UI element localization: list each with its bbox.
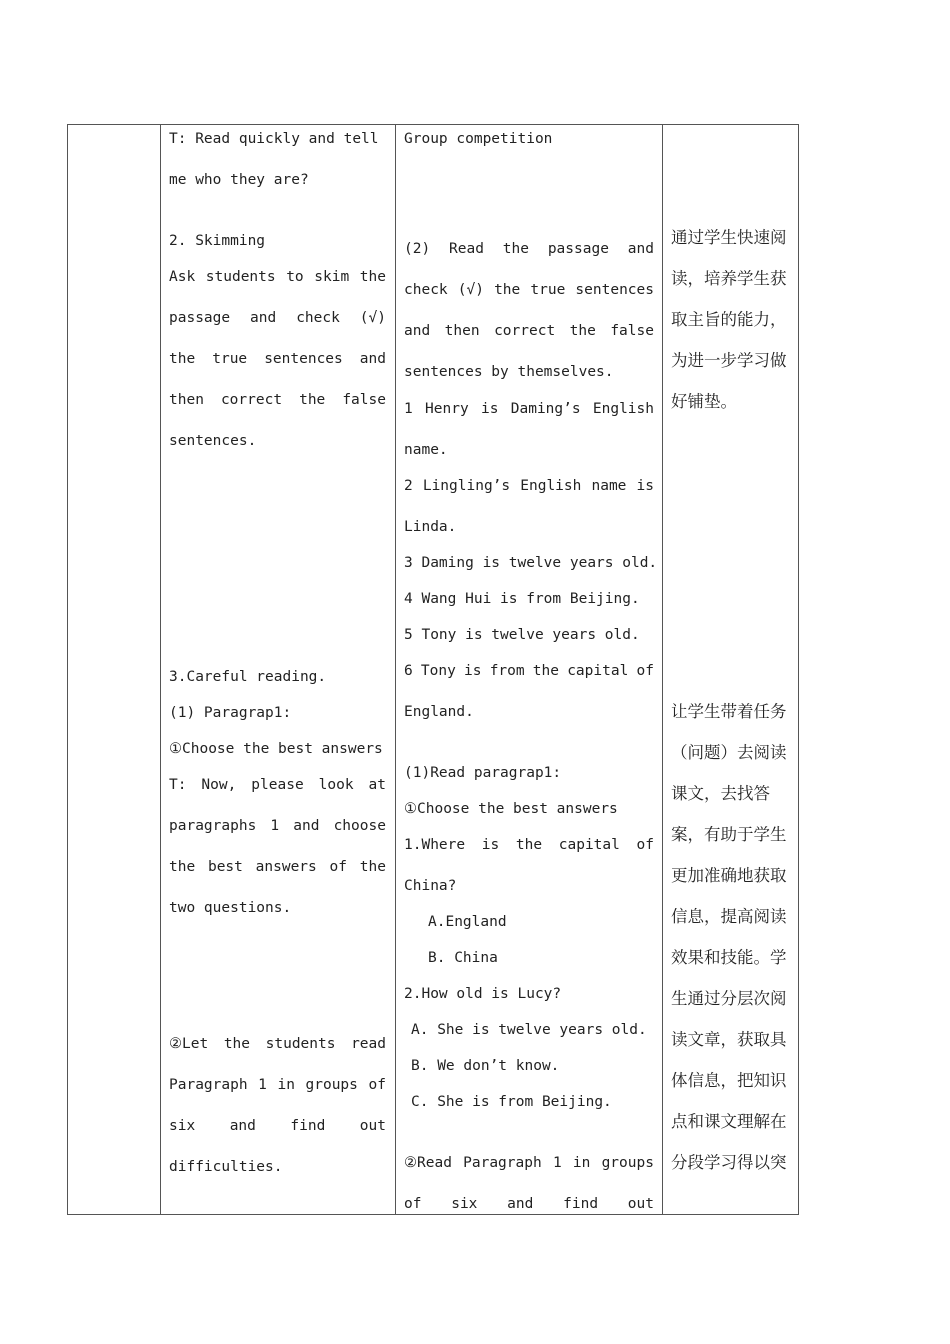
skimming-line: passage and check (√) <box>169 310 386 326</box>
option-line: B. China <box>428 950 498 966</box>
choose-line: the best answers of the <box>169 859 386 875</box>
group-line: difficulties. <box>169 1159 283 1175</box>
group-competition: Group competition <box>404 131 553 147</box>
sentence-line: Linda. <box>404 519 457 535</box>
sentence-line: 1 Henry is Daming’s English <box>404 401 654 417</box>
group-line: Paragraph 1 in groups of <box>169 1077 386 1093</box>
purpose-line: 好铺垫。 <box>671 392 737 411</box>
purpose-line: 案，有助于学生 <box>671 825 787 844</box>
sentence-line: name. <box>404 442 448 458</box>
purpose-line: （问题）去阅读 <box>671 743 787 762</box>
lesson-plan-table <box>67 124 799 1215</box>
skimming-line: the true sentences and <box>169 351 386 367</box>
purpose-line: 生通过分层次阅 <box>671 989 787 1008</box>
sentence-line: 3 Daming is twelve years old. <box>404 555 658 571</box>
purpose-line: 让学生带着任务 <box>671 702 787 721</box>
group-line: of six and find out <box>404 1196 654 1212</box>
skimming-line: then correct the false <box>169 392 386 408</box>
group-line: ②Let the students read <box>169 1036 386 1052</box>
teacher-activity-column <box>161 125 395 1214</box>
option-line: A. She is twelve years old. <box>411 1022 647 1038</box>
question-line: 1.Where is the capital of <box>404 837 654 853</box>
purpose-line: 更加准确地获取 <box>671 866 787 885</box>
purpose-line: 体信息，把知识 <box>671 1071 787 1090</box>
choose-line: two questions. <box>169 900 292 916</box>
purpose-line: 读文章，获取具 <box>671 1030 787 1049</box>
sentence-line: England. <box>404 704 474 720</box>
option-line: C. She is from Beijing. <box>411 1094 612 1110</box>
task-line: (2) Read the passage and <box>404 241 654 257</box>
purpose-line: 读，培养学生获 <box>671 269 787 288</box>
group-line: six and find out <box>169 1118 386 1134</box>
question-line: 2.How old is Lucy? <box>404 986 562 1002</box>
purpose-line: 分段学习得以突 <box>671 1153 787 1172</box>
read-paragraph-heading: (1)Read paragrap1: <box>404 765 562 781</box>
skimming-line: Ask students to skim the <box>169 269 386 285</box>
intro-line: T: Read quickly and tell <box>169 131 379 147</box>
question-line: China? <box>404 878 457 894</box>
purpose-line: 点和课文理解在 <box>671 1112 787 1131</box>
purpose-column <box>663 125 798 1214</box>
skimming-heading: 2. Skimming <box>169 233 266 249</box>
option-line: B. We don’t know. <box>411 1058 560 1074</box>
paragraph-heading: (1) Paragrap1: <box>169 705 292 721</box>
stage-column <box>68 125 160 1214</box>
task-line: sentences by themselves. <box>404 364 614 380</box>
group-line: ②Read Paragraph 1 in groups <box>404 1155 654 1171</box>
option-line: A.England <box>428 914 507 930</box>
choose-heading: ①Choose the best answers <box>169 741 383 757</box>
sentence-line: 4 Wang Hui is from Beijing. <box>404 591 640 607</box>
purpose-line: 取主旨的能力， <box>671 310 787 329</box>
sentence-line: 6 Tony is from the capital of <box>404 663 654 679</box>
purpose-line: 为进一步学习做 <box>671 351 787 370</box>
task-line: and then correct the false <box>404 323 654 339</box>
choose-line: paragraphs 1 and choose <box>169 818 386 834</box>
sentence-line: 2 Lingling’s English name is <box>404 478 654 494</box>
purpose-line: 信息，提高阅读 <box>671 907 787 926</box>
purpose-line: 通过学生快速阅 <box>671 228 787 247</box>
purpose-line: 效果和技能。学 <box>671 948 787 967</box>
choose-line: T: Now, please look at <box>169 777 386 793</box>
careful-reading-heading: 3.Careful reading. <box>169 669 327 685</box>
skimming-line: sentences. <box>169 433 257 449</box>
sentence-line: 5 Tony is twelve years old. <box>404 627 640 643</box>
student-activity-column <box>396 125 662 1214</box>
purpose-line: 课文，去找答 <box>671 784 770 803</box>
task-line: check (√) the true sentences <box>404 282 654 298</box>
choose-heading: ①Choose the best answers <box>404 801 618 817</box>
intro-line: me who they are? <box>169 172 309 188</box>
